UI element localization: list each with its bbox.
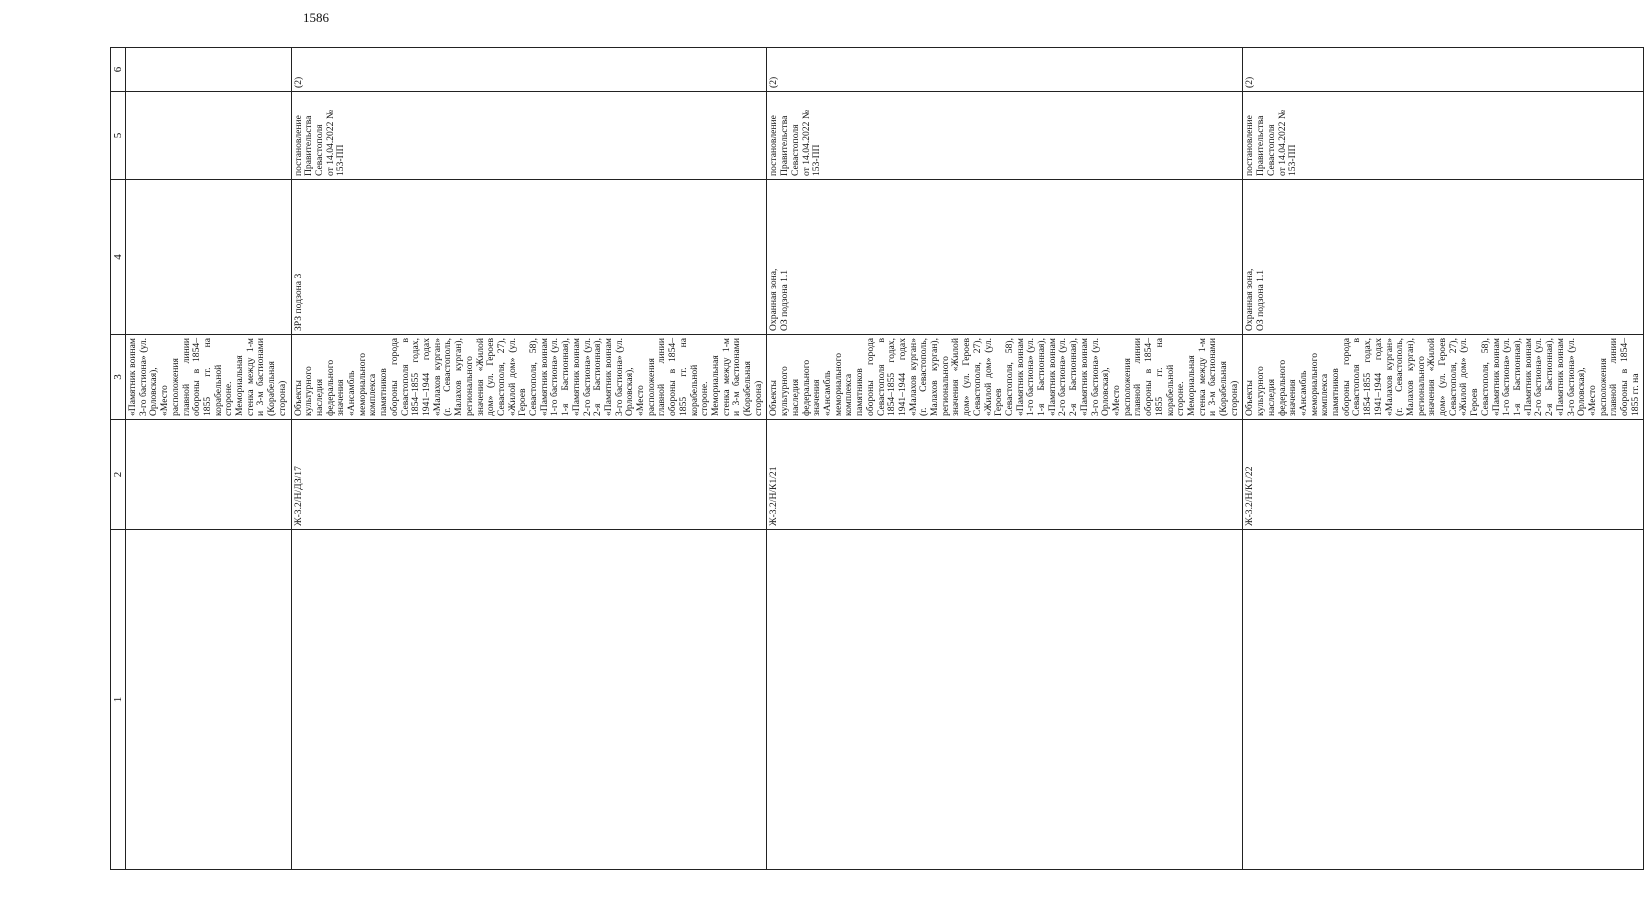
table-row bbox=[126, 48, 292, 870]
header-row bbox=[111, 48, 126, 870]
zone-line: Охранная зона, bbox=[1244, 268, 1256, 331]
cell-zone bbox=[767, 180, 1243, 335]
document-line: Севастополя bbox=[789, 124, 801, 176]
cell-note: (2) bbox=[291, 48, 767, 92]
cell-description: «Памятник воинам 3-го бастиона» (ул. Орловская), «Место расположения главной линии обороны в 1854–1855 гг. на корабельной стороне. Мемориальная стенка между 1-м и 3-м бастионами (Корабельная сторона) bbox=[126, 335, 292, 420]
cell-zone bbox=[126, 180, 292, 335]
heritage-table bbox=[110, 47, 1644, 870]
document-line: Правительства bbox=[1255, 115, 1267, 176]
cell-number bbox=[1243, 530, 1644, 870]
cell-code: Ж-3.2/Н/К1/22 bbox=[1243, 420, 1644, 530]
table-row bbox=[1243, 48, 1644, 870]
cell-code bbox=[126, 420, 292, 530]
document-line: постановление bbox=[292, 115, 304, 176]
cell-number bbox=[126, 530, 292, 870]
cell-number bbox=[291, 530, 767, 870]
cell-note: (2) bbox=[767, 48, 1243, 92]
cell-document bbox=[767, 92, 1243, 180]
cell-note bbox=[126, 48, 292, 92]
zone-line: Охранная зона, bbox=[768, 268, 780, 331]
document-line: Севастополя bbox=[1265, 124, 1277, 176]
cell-zone bbox=[1243, 180, 1644, 335]
cell-number bbox=[767, 530, 1243, 870]
cell-description: Объекты культурного наследия федерального значения «Ансамбль мемориального комплекса памятников обороны города Севастополя в 1854–1855 годах, 1941–1944 годах «Малахов курган» (г. Севастополь, Малахов курган), регионального значения «Жилой дом» (ул. Героев Севастополя, 27), «Жилой дом» (ул. Героев Севастополя, 58), «Памятник воинам 1-го бастиона» (ул. 1-я Бастионная), «Памятник воинам 2-го бастиона» (ул. 2-я Бастионная), «Памятник воинам 3-го бастиона» (ул. Орловская), «Место расположения главной линии обороны в 1854–1855 гг. на корабельной стороне. Мемориальная стенка между 1-м и 3-м бастионами (Корабельная сторона) bbox=[291, 335, 767, 420]
header-col-5: 5 bbox=[111, 92, 126, 180]
cell-zone: ЗРЗ подзона 3 bbox=[291, 180, 767, 335]
cell-code: Ж-3.2/Н/К1/21 bbox=[767, 420, 1243, 530]
zone-line: ОЗ подзона 1.1 bbox=[1255, 269, 1267, 331]
header-col-1: 1 bbox=[111, 530, 126, 870]
zone-line: ОЗ подзона 1.1 bbox=[779, 269, 791, 331]
document-line: постановление bbox=[1244, 115, 1256, 176]
cell-code: Ж-3.2/Н/ДЗ/17 bbox=[291, 420, 767, 530]
document-line: постановление bbox=[768, 115, 780, 176]
document-line: от 14.04.2022 № 153-ПП bbox=[800, 110, 823, 176]
header-col-4: 4 bbox=[111, 180, 126, 335]
cell-description: Объекты культурного наследия федерального значения «Ансамбль мемориального комплекса памятников обороны города Севастополя в 1854–1855 годах, 1941–1944 годах «Малахов курган» (г. Севастополь, Малахов курган), регионального значения «Жилой дом» (ул. Героев Севастополя, 27), «Жилой дом» (ул. Героев Севастополя, 58), «Памятник воинам 1-го бастиона» (ул. 1-я Бастионная), «Памятник воинам 2-го бастиона» (ул. 2-я Бастионная), «Памятник воинам 3-го бастиона» (ул. Орловская), «Место расположения главной линии обороны в 1854–1855 гг. на корабельной стороне. Мемориальная стенка между 1-м и 3-м бастионами (Корабельная сторона) bbox=[767, 335, 1243, 420]
document-line: Правительства bbox=[303, 115, 315, 176]
cell-document bbox=[1243, 92, 1644, 180]
page-number: 1586 bbox=[303, 10, 329, 25]
cell-note: (2) bbox=[1243, 48, 1644, 92]
document-line: от 14.04.2022 № 153-ПП bbox=[1276, 110, 1299, 176]
table-row bbox=[767, 48, 1243, 870]
cell-document bbox=[126, 92, 292, 180]
cell-document bbox=[291, 92, 767, 180]
rotated-table-container bbox=[110, 48, 1641, 870]
header-col-6: 6 bbox=[111, 48, 126, 92]
header-col-2: 2 bbox=[111, 420, 126, 530]
document-line: от 14.04.2022 № 153-ПП bbox=[324, 110, 347, 176]
cell-description: Объекты культурного наследия федерального значения «Ансамбль мемориального комплекса памятников обороны города Севастополя в 1854–1855 годах, 1941–1944 годах «Малахов курган» (г. Севастополь, Малахов курган), регионального значения «Жилой дом» (ул. Героев Севастополя, 27), «Жилой дом» (ул. Героев Севастополя, 58), «Памятник воинам 1-го бастиона» (ул. 1-я Бастионная), «Памятник воинам 2-го бастиона» (ул. 2-я Бастионная), «Памятник воинам 3-го бастиона» (ул. Орловская), «Место расположения главной линии обороны в 1854–1855 гг. на bbox=[1243, 335, 1644, 420]
document-line: Севастополя bbox=[313, 124, 325, 176]
header-col-3: 3 bbox=[111, 335, 126, 420]
document-line: Правительства bbox=[779, 115, 791, 176]
table-row bbox=[291, 48, 767, 870]
